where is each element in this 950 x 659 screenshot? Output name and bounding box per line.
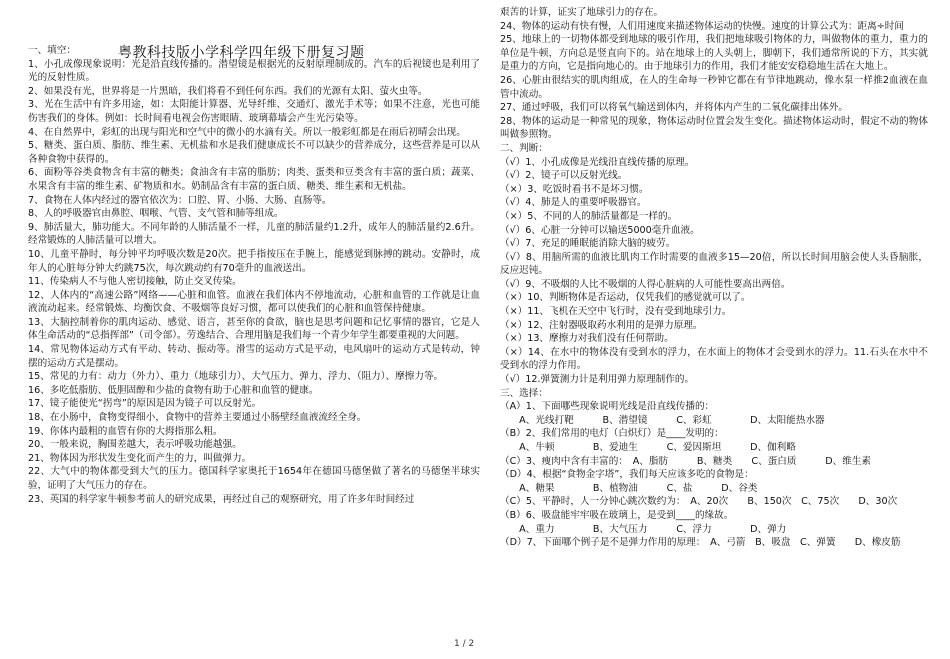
left-paragraph: 17、镜子能使光“拐弯”的原因是因为镜子可以反射光。 <box>28 398 262 410</box>
left-paragraph: 14、常见物体运动方式有平动、转动、振动等。滑雪的运动方式是平动，电风扇叶的运动方式是转动，钟摆的运动方式是摆动。 <box>28 344 480 369</box>
right-paragraph: 25、地球上的一切物体都受到地球的吸引作用，我们把地球吸引物体的力，叫做物体的重力，重力的单位是牛顿，方向总是竖直向下的。站在地球上的人头朝上，脚朝下，我们通常所说的下方，其实就是重力的方向，它是指向地心的。由于地球引力的作用，我们才能安安稳稳地生活在大地上。 <box>500 34 928 73</box>
left-paragraph: 18、在小肠中，食物变得细小，食物中的营养主要通过小肠壁经血液流经全身。 <box>28 412 367 424</box>
right-paragraph: （√）8、用脑所需的血液比肌肉工作时需要的血液多15—20倍，所以长时间用脑会使人头昏脑胀，反应迟钝。 <box>500 251 928 277</box>
right-paragraph: （×）14、在水中的物体没有受到水的浮力，在水面上的物体才会受到水的浮力。11.石头在水中不受到水的浮力作用。 <box>500 346 928 372</box>
left-paragraph: 5、糖类、蛋白质、脂肪、维生素、无机盐和水是我们健康成长不可以缺少的营养成分，这些营养是可以从各种食物中获得的。 <box>28 140 480 165</box>
right-paragraph: （×）11、飞机在天空中飞行时，没有受到地球引力。 <box>500 306 732 318</box>
right-paragraph: 二、判断： <box>500 142 548 154</box>
right-paragraph: （√）7、充足的睡眠能消除大脑的疲劳。 <box>500 238 676 250</box>
left-paragraph: 2、如果没有光，世界将是一片黑暗，我们将看不到任何东西。我们的光源有太阳、萤火虫等。 <box>28 85 428 97</box>
right-paragraph: （D）7、下面哪个例子是不是弹力作用的原理： A、弓箭 B、吸盘 C、弹簧 D、橡皮筋 <box>500 537 901 549</box>
left-paragraph: 16、多吃低脂肪、低胆固醇和少盐的食物有助于心脏和血管的健康。 <box>28 384 319 396</box>
right-column <box>500 6 928 550</box>
left-paragraph: 7、食物在人体内经过的器官依次为：口腔、胃、小肠、大肠、直肠等。 <box>28 194 332 206</box>
right-paragraph: （×）10、判断物体是否运动，仅凭我们的感觉就可以了。 <box>500 292 751 304</box>
left-paragraph: 23、英国的科学家牛顿参考前人的研究成果，再经过自己的观察研究，用了许多年时间经过 <box>28 493 415 505</box>
right-paragraph: A、光线打靶 B、潜望镜 C、彩虹 D、太阳能热水器 <box>500 414 825 426</box>
left-paragraph: 1、小孔成像现象说明：光是沿直线传播的。潜望镜是根据光的反射原理制成的。汽车的后视镜也是利用了光的反射性质。 <box>28 58 480 84</box>
left-paragraph: 4、在自然界中，彩虹的出现与阳光和空气中的微小的水滴有关。所以一般彩虹都是在雨后初晴会出现。 <box>28 126 466 138</box>
right-paragraph: （B）2、我们常用的电灯（白炽灯）是____发明的： <box>500 428 724 440</box>
right-paragraph: （√）9、不吸烟的人比不吸烟的人得心脏病的人可能性要高出两倍。 <box>500 278 791 290</box>
right-paragraph: （√）1、小孔成像是光线沿直线传播的原理。 <box>500 156 695 168</box>
right-paragraph: （D）4、根据“食物金字塔”，我们每天应该多吃的食物是： <box>500 469 754 481</box>
left-paragraph: 19、你体内最粗的血管有你的大拇指那么粗。 <box>28 425 223 437</box>
right-paragraph: （√）2、镜子可以反射光线。 <box>500 170 628 182</box>
right-paragraph: （C）3、瘦肉中含有丰富的： A、脂肪 B、糖类 C、蛋白质 D、维生素 <box>500 455 872 467</box>
right-paragraph: 24、物体的运动有快有慢，人们用速度来描述物体运动的快慢。速度的计算公式为：距离÷时间 <box>500 20 904 32</box>
left-paragraph: 10、儿童平静时，每分钟平均呼吸次数是20次。把手指按压在手腕上，能感觉到脉搏的跳动。安静时，成年人的心脏每分钟大约跳75次，每次跳动约有70毫升的血液送出。 <box>28 248 480 274</box>
left-paragraph: 22、大气中的物体都受到大气的压力。德国科学家奥托于1654年在德国马德堡做了著名的马德堡半球实验，证明了大气压力的存在。 <box>28 466 480 491</box>
right-paragraph: （×）13、摩擦力对我们没有任何帮助。 <box>500 333 674 345</box>
left-paragraph: 9、肺活量大，肺功能大。不同年龄的人肺活量不一样，儿童的肺活量约1.2升，成年人的肺活量约2.6升。经常锻炼的人肺活量可以增大。 <box>28 221 480 247</box>
right-paragraph: A、重力 B、大气压力 C、浮力 D、弹力 <box>500 523 787 535</box>
right-paragraph: 三、选择： <box>500 387 548 399</box>
right-paragraph: （A）1、下面哪些现象说明光线是沿直线传播的： <box>500 401 715 413</box>
left-paragraph: 12、人体内的“高速公路”网络——心脏和血管。血液在我们体内不停地流动，心脏和血管的工作就是让血液流动起来。经常锻炼、均衡饮食、不吸烟等良好习惯，都可以使我们的心脏和血管保持健康。 <box>28 289 480 315</box>
left-paragraph: 21、物体因为形状发生变化而产生的力，叫做弹力。 <box>28 452 252 464</box>
left-column <box>28 44 480 506</box>
right-paragraph: （√）4、肺是人的重要呼吸器官。 <box>500 197 647 209</box>
left-paragraph: 11、传染病人不与他人密切接触，防止交叉传染。 <box>28 276 242 288</box>
right-paragraph: （√）6、心脏一分钟可以输送5000毫升血液。 <box>500 224 700 236</box>
page-number: 1 / 2 <box>454 639 475 649</box>
left-paragraph: 13、大脑控制着你的肌肉运动、感觉、语言，甚至你的食欲，脑也是思考问题和记忆事情的器官，它是人体生命活动的“总指挥部”（司令部）。劳逸结合、合理用脑是我们每一个青少年学生都要重视的大问题。 <box>28 316 480 342</box>
right-paragraph: （×）3、吃饭时看书不是坏习惯。 <box>500 183 649 195</box>
right-paragraph: A、牛顿 B、爱迪生 C、爱因斯坦 D、伽利略 <box>500 442 796 453</box>
left-paragraph: 6、面粉等谷类食物含有丰富的糖类；食油含有丰富的脂肪；肉类、蛋类和豆类含有丰富的蛋白质；蔬菜、水果含有丰富的维生素、矿物质和水。奶制品含有丰富的蛋白质、糖类、维生素和无机盐。 <box>28 167 480 192</box>
right-paragraph: 28、物体的运动是一种常见的现象，物体运动时位置会发生变化。描述物体运动时，假定不动的物体叫做参照物。 <box>500 115 928 141</box>
left-paragraph: 8、人的呼吸器官由鼻腔、咽喉、气管、支气管和肺等组成。 <box>28 208 284 220</box>
left-paragraph: 3、光在生活中有许多用途，如：太阳能计算器、光导纤维、交通灯、激光手术等；如果不注意，光也可能伤害我们的身体。例如：长时间看电视会伤害眼睛、玻璃幕墙会产生光污染等。 <box>28 99 480 124</box>
left-paragraph: 15、常见的力有：动力（外力）、重力（地球引力）、大气压力、弹力、浮力、（阻力）、摩擦力等。 <box>28 371 444 383</box>
right-paragraph: （×）12、注射器吸取药水利用的是弹力原理。 <box>500 319 703 331</box>
right-paragraph: 艰苦的计算，证实了地球引力的存在。 <box>500 7 664 18</box>
right-paragraph: 26、心脏由很结实的肌肉组成，在人的生命每一秒钟它都在有节律地跳动，像水泵一样推2血液在血管中流动。 <box>500 74 928 100</box>
right-paragraph: （×）5、不同的人的肺活量都是一样的。 <box>500 210 678 222</box>
right-paragraph: （C）5、平静时，人一分钟心跳次数约为： A、20次 B、150次 C、75次 D、30次 <box>500 496 898 508</box>
right-paragraph: （B）6、吸盘能牢牢吸在玻璃上，是受到____的缘故。 <box>500 509 734 521</box>
left-paragraph: 一、填空： <box>28 45 76 56</box>
document-title: 粤教科技版小学科学四年级下册复习题 <box>118 45 365 61</box>
left-paragraph: 20、一般来说，胸围差越大，表示呼吸功能越强。 <box>28 439 242 451</box>
right-paragraph: A、糖果 B、植物油 C、盐 D、谷类 <box>500 482 758 494</box>
right-paragraph: （√）12.弹簧测力计是利用弹力原理制作的。 <box>500 374 695 386</box>
right-paragraph: 27、通过呼吸，我们可以将氧气输送到体内，并将体内产生的二氧化碳排出体外。 <box>500 102 848 114</box>
